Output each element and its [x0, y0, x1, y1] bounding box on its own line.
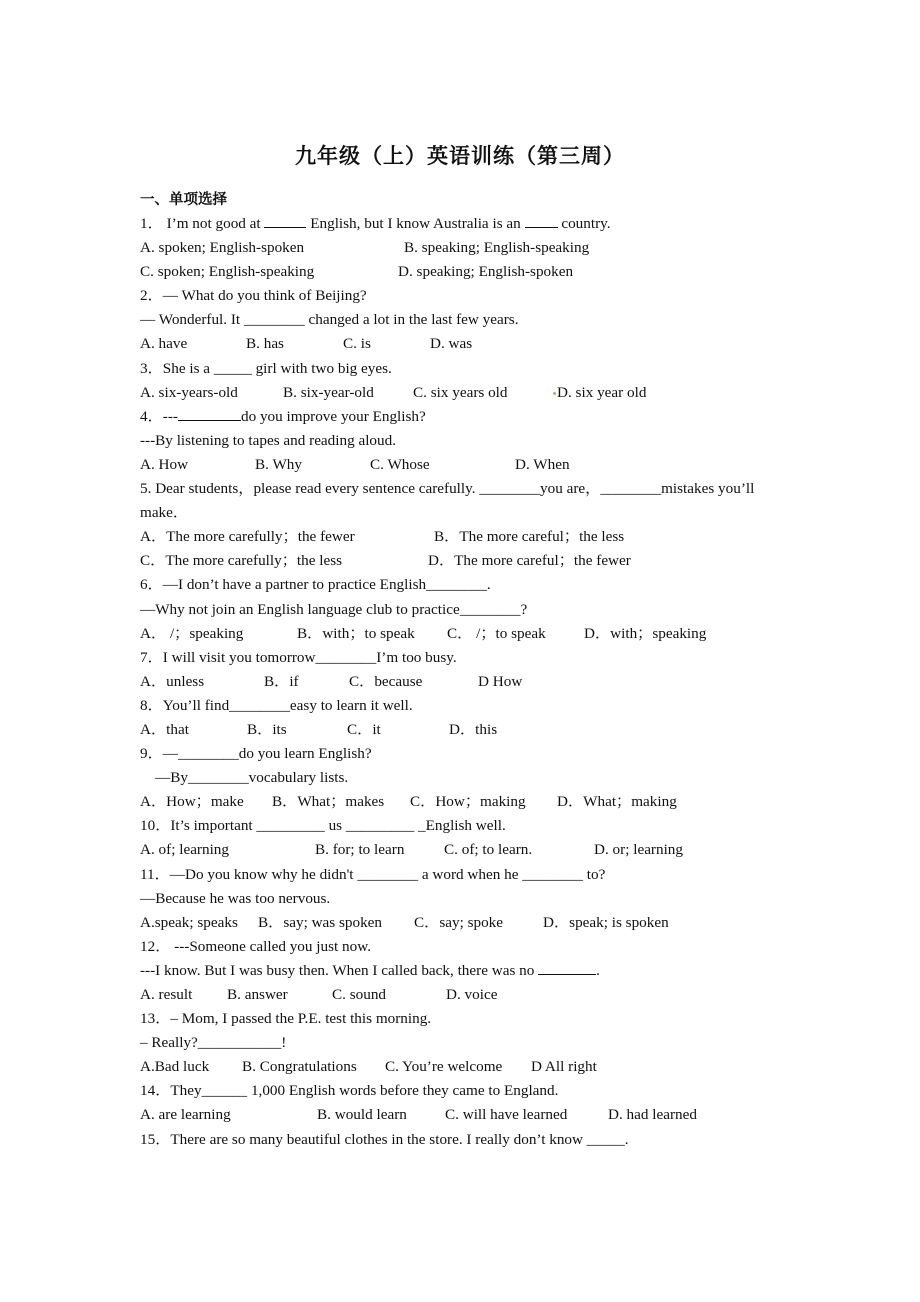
- options-row: [140, 1055, 790, 1079]
- option-c[interactable]: C. is: [343, 335, 371, 353]
- option-c[interactable]: C. Whose: [370, 455, 430, 473]
- option-c[interactable]: C. of; to learn.: [444, 841, 533, 859]
- question-7: 7．I will visit you tomorrow________I’m too busy.: [140, 648, 457, 666]
- question-text: 4．---: [140, 407, 178, 425]
- option-a[interactable]: A. are learning: [140, 1106, 231, 1124]
- option-a[interactable]: A.Bad luck: [140, 1058, 210, 1076]
- option-d[interactable]: D. six year old: [557, 383, 647, 401]
- option-c[interactable]: C．because: [349, 672, 423, 690]
- option-a[interactable]: A. six-years-old: [140, 383, 238, 401]
- option-b[interactable]: B．its: [247, 720, 287, 738]
- options-row: [140, 236, 790, 260]
- option-c[interactable]: C．The more carefully；the less: [140, 552, 343, 570]
- option-b[interactable]: B．What；makes: [272, 793, 385, 811]
- question-text: .: [596, 961, 600, 979]
- option-d[interactable]: D. voice: [446, 986, 498, 1003]
- question-3: 3．She is a _____ girl with two big eyes.: [140, 359, 392, 377]
- option-c[interactable]: C. six years old: [413, 383, 508, 401]
- question-text: [140, 959, 790, 983]
- option-a[interactable]: A． /；speaking: [140, 624, 244, 642]
- option-b[interactable]: B. has: [246, 335, 284, 353]
- options-row: [140, 718, 790, 742]
- options-row: [140, 911, 790, 935]
- option-c[interactable]: C. will have learned: [445, 1106, 568, 1124]
- question-15: 15．There are so many beautiful clothes in the store. I really don’t know _____.: [140, 1130, 629, 1148]
- option-b[interactable]: B．with；to speak: [297, 624, 415, 642]
- option-a[interactable]: A. How: [140, 455, 189, 473]
- option-d[interactable]: D All right: [531, 1058, 597, 1076]
- question-6: 6．—I don’t have a partner to practice English________.: [140, 576, 491, 594]
- option-d[interactable]: D. speaking; English-spoken: [398, 263, 574, 281]
- options-row: [140, 983, 790, 1007]
- question-8: 8．You’ll find________easy to learn it well.: [140, 696, 413, 714]
- option-a[interactable]: A.speak; speaks: [140, 913, 238, 931]
- option-c[interactable]: C. sound: [332, 986, 387, 1003]
- question-2: 2．— What do you think of Beijing?: [140, 287, 367, 305]
- option-a[interactable]: A．How；make: [140, 793, 244, 811]
- answer-blank: [525, 212, 558, 228]
- option-d[interactable]: D How: [478, 672, 523, 690]
- options-row: [140, 381, 790, 405]
- option-a[interactable]: A. spoken; English-spoken: [140, 239, 305, 257]
- question-text: ---By listening to tapes and reading aloud.: [140, 431, 397, 449]
- question-text: 1． I’m not good at: [140, 215, 265, 232]
- option-b[interactable]: B. Congratulations: [242, 1058, 357, 1076]
- option-b[interactable]: B. six-year-old: [283, 383, 374, 401]
- option-d-wrap: [553, 381, 646, 405]
- question-text: ---I know. But I was busy then. When I called back, there was no: [140, 961, 539, 979]
- question-text: —Why not join an English language club to practice________?: [140, 600, 528, 618]
- question-5: 5. Dear students，please read every sentence carefully. ________you are，________mistakes you’ll make．: [140, 480, 755, 522]
- question-list: [140, 212, 790, 1152]
- question-text: country.: [557, 215, 611, 232]
- option-d[interactable]: D．this: [449, 720, 498, 738]
- option-a[interactable]: A．that: [140, 720, 189, 738]
- question-1: [140, 212, 790, 236]
- option-d[interactable]: D. was: [430, 335, 473, 353]
- option-c[interactable]: C. You’re welcome: [385, 1058, 503, 1076]
- option-b[interactable]: B. speaking; English-speaking: [404, 239, 590, 257]
- option-c[interactable]: C．it: [347, 720, 381, 738]
- option-b[interactable]: B. would learn: [317, 1106, 407, 1124]
- options-row: [140, 790, 790, 814]
- option-b[interactable]: B. for; to learn: [315, 841, 405, 859]
- question-4: [140, 405, 790, 429]
- question-10: 10．It’s important _________ us _________ _English well.: [140, 817, 506, 835]
- option-c[interactable]: C. spoken; English-speaking: [140, 263, 315, 281]
- options-row: [140, 838, 790, 862]
- option-b[interactable]: B. Why: [255, 455, 302, 473]
- option-d[interactable]: D. had learned: [608, 1106, 697, 1124]
- options-row: [140, 260, 790, 284]
- option-d[interactable]: D. or; learning: [594, 841, 683, 859]
- option-a[interactable]: A. result: [140, 986, 193, 1003]
- question-14: 14．They______ 1,000 English words before they came to England.: [140, 1082, 559, 1100]
- option-a[interactable]: A．The more carefully；the fewer: [140, 528, 355, 546]
- options-row: [140, 670, 790, 694]
- option-b[interactable]: B．The more careful；the less: [434, 528, 625, 546]
- marker-dot: [553, 392, 556, 395]
- section-heading: 一、单项选择: [140, 192, 227, 208]
- page-title: 九年级（上）英语训练（第三周）: [295, 144, 625, 168]
- option-b[interactable]: B. answer: [227, 986, 288, 1003]
- option-c[interactable]: C． /；to speak: [447, 624, 546, 642]
- question-text: —Because he was too nervous.: [140, 889, 331, 907]
- question-9: 9．—________do you learn English?: [140, 745, 372, 763]
- question-text: —By________vocabulary lists.: [155, 769, 349, 787]
- answer-blank: [538, 959, 596, 975]
- option-d[interactable]: D．with；speaking: [584, 624, 707, 642]
- options-row: [140, 525, 790, 549]
- option-a[interactable]: A．unless: [140, 672, 205, 690]
- option-d[interactable]: D. When: [515, 455, 570, 473]
- question-text: – Really?___________!: [140, 1034, 287, 1052]
- option-d[interactable]: D．What；making: [557, 793, 677, 811]
- question-12: 12． ---Someone called you just now.: [140, 937, 372, 955]
- option-c[interactable]: C．say; spoke: [414, 913, 504, 931]
- answer-blank: [264, 212, 306, 228]
- options-row: [140, 453, 790, 477]
- option-a[interactable]: A. of; learning: [140, 841, 229, 859]
- question-text: do you improve your English?: [240, 407, 426, 425]
- options-row: [140, 549, 790, 573]
- option-b[interactable]: B．if: [264, 672, 299, 690]
- options-row: [140, 332, 790, 356]
- options-row: [140, 1103, 790, 1127]
- question-13: 13．– Mom, I passed the P.E. test this morning.: [140, 1010, 432, 1028]
- option-d[interactable]: D．speak; is spoken: [543, 913, 669, 931]
- answer-blank: [178, 405, 241, 421]
- question-text: — Wonderful. It ________ changed a lot in the last few years.: [140, 311, 519, 329]
- option-a[interactable]: A. have: [140, 335, 188, 353]
- option-b[interactable]: B．say; was spoken: [258, 913, 383, 931]
- option-d[interactable]: D．The more careful；the fewer: [428, 552, 631, 570]
- options-row: [140, 622, 790, 646]
- question-11: 11．—Do you know why he didn't ________ a word when he ________ to?: [140, 865, 606, 883]
- option-c[interactable]: C．How；making: [410, 793, 526, 811]
- question-text: English, but I know Australia is an: [306, 215, 525, 232]
